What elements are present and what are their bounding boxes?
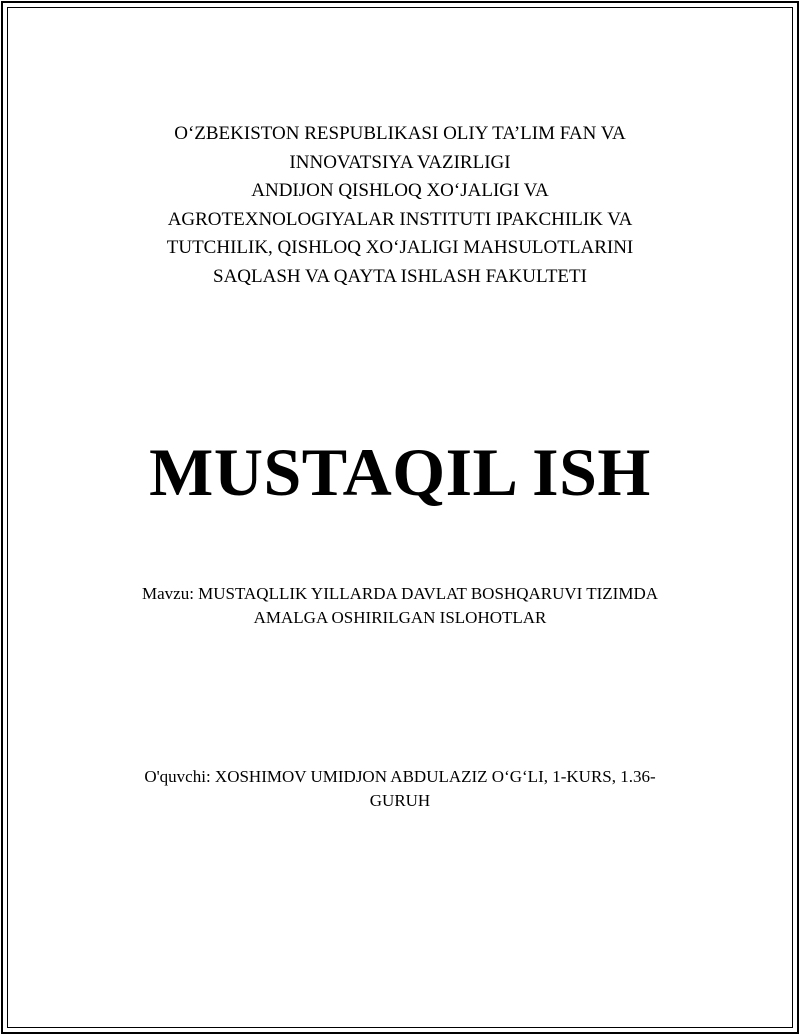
header-line: INNOVATSIYA VAZIRLIGI: [289, 151, 511, 173]
header-line: ANDIJON QISHLOQ XO‘JALIGI VA: [251, 180, 549, 201]
topic-line: AMALGA OSHIRILGAN ISLOHOTLAR: [253, 608, 547, 627]
document-title: MUSTAQIL ISH: [149, 434, 651, 510]
student-line: GURUH: [369, 791, 431, 810]
header-line: AGROTEXNOLOGIYALAR INSTITUTI IPAKCHILIK VA: [167, 208, 633, 230]
header-line: O‘ZBEKISTON RESPUBLIKASI OLIY TA’LIM FAN VA: [174, 123, 626, 144]
header-line: SAQLASH VA QAYTA ISHLASH FAKULTETI: [213, 265, 587, 287]
student-block: [60, 765, 740, 813]
student-line: O'quvchi: XOSHIMOV UMIDJON ABDULAZIZ O‘G‘LI, 1-KURS, 1.36-: [144, 767, 656, 786]
institution-header: [100, 120, 700, 291]
topic-line: Mavzu: MUSTAQLLIK YILLARDA DAVLAT BOSHQARUVI TIZIMDA: [141, 584, 659, 603]
topic-block: [60, 582, 740, 630]
header-line: TUTCHILIK, QISHLOQ XO‘JALIGI MAHSULOTLARINI: [166, 237, 634, 258]
